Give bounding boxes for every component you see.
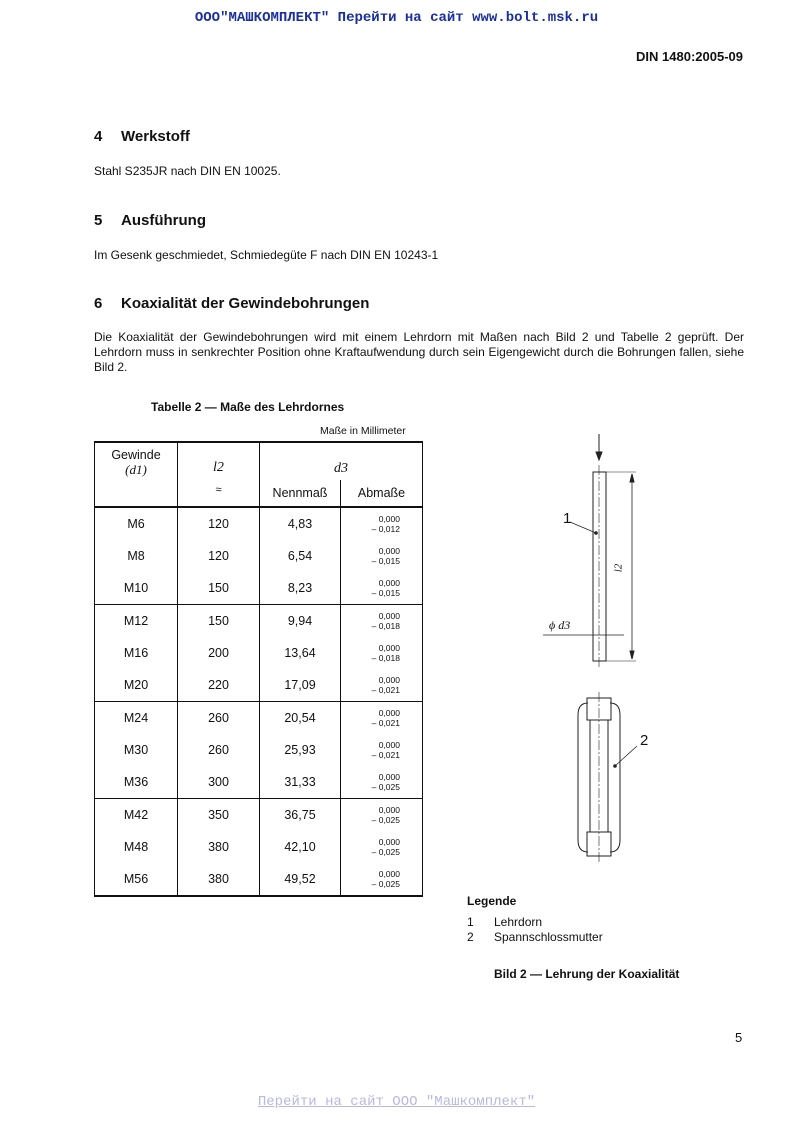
thread-size: M36 (95, 766, 178, 799)
lower-tolerance: – 0,021 (371, 750, 400, 760)
nominal-d3: 49,52 (260, 863, 341, 896)
nominal-d3: 20,54 (260, 702, 341, 735)
header-symbol: (d1) (125, 462, 147, 477)
lower-tolerance: – 0,025 (371, 815, 400, 825)
length-l2: 300 (178, 766, 260, 799)
length-l2: 380 (178, 863, 260, 896)
figure-label-1: 1 (563, 510, 572, 527)
table-caption: Tabelle 2 — Maße des Lehrdornes (151, 400, 345, 414)
legend-number: 2 (467, 930, 474, 944)
figure-caption: Bild 2 — Lehrung der Koaxialität (494, 967, 680, 981)
section-number: 5 (94, 212, 103, 229)
site-banner[interactable]: ООО"МАШКОМПЛЕКТ" Перейти на сайт www.bolt.msk.ru (194, 10, 599, 26)
section-number: 4 (94, 128, 103, 145)
upper-tolerance: 0,000 (378, 772, 400, 782)
section-6-text: Die Koaxialität der Gewindebohrungen wird mit einem Lehrdorn mit Maßen nach Bild 2 und Tabelle 2 geprüft. Der Lehrdorn muss in senkrechter Position ohne Kraftaufwendung durch sein Eigengewicht durch die Bohrungen fallen, siehe Bild 2. (94, 330, 744, 374)
nominal-d3: 36,75 (260, 799, 341, 832)
section-title: Koaxialität der Gewindebohrungen (121, 295, 370, 312)
standard-number: DIN 1480:2005-09 (636, 49, 743, 64)
upper-tolerance: 0,000 (378, 837, 400, 847)
legend-item (467, 930, 603, 944)
lower-tolerance: – 0,025 (371, 847, 400, 857)
lower-tolerance: – 0,015 (371, 588, 400, 598)
legend-text: Lehrdorn (494, 915, 543, 929)
header-label: Gewinde (111, 448, 161, 462)
upper-tolerance: 0,000 (378, 708, 400, 718)
section-4-text: Stahl S235JR nach DIN EN 10025. (94, 164, 281, 178)
upper-tolerance: 0,000 (378, 514, 400, 524)
nominal-d3: 25,93 (260, 734, 341, 766)
nominal-d3: 17,09 (260, 669, 341, 702)
thread-size: M20 (95, 669, 178, 702)
dimension-l2: l2 (612, 563, 625, 573)
section-number: 6 (94, 295, 103, 312)
thread-size: M24 (95, 702, 178, 735)
upper-tolerance: 0,000 (378, 546, 400, 556)
legend-text: Spannschlossmutter (494, 930, 603, 944)
length-l2: 150 (178, 605, 260, 638)
length-l2: 150 (178, 572, 260, 605)
thread-size: M6 (95, 507, 178, 540)
header-abmasse: Abmaße (341, 480, 423, 507)
lower-tolerance: – 0,025 (371, 879, 400, 889)
header-symbol: l2 (213, 459, 224, 475)
legend-number: 1 (467, 915, 474, 929)
thread-size: M12 (95, 605, 178, 638)
header-d3: d3 (260, 442, 423, 480)
lower-tolerance: – 0,025 (371, 782, 400, 792)
figure-label-2: 2 (640, 732, 649, 749)
length-l2: 260 (178, 734, 260, 766)
length-l2: 120 (178, 507, 260, 540)
upper-tolerance: 0,000 (378, 611, 400, 621)
upper-tolerance: 0,000 (378, 675, 400, 685)
nominal-d3: 13,64 (260, 637, 341, 669)
section-title: Ausführung (121, 212, 206, 229)
lower-tolerance: – 0,021 (371, 718, 400, 728)
page-number: 5 (735, 1030, 743, 1045)
upper-tolerance: 0,000 (378, 869, 400, 879)
thread-size: M30 (95, 734, 178, 766)
lower-tolerance: – 0,015 (371, 556, 400, 566)
dimension-d3: ϕ d3 (549, 618, 571, 632)
legend-title: Legende (467, 894, 517, 908)
length-l2: 120 (178, 540, 260, 572)
upper-tolerance: 0,000 (378, 578, 400, 588)
lower-tolerance: – 0,021 (371, 685, 400, 695)
legend-item (467, 915, 542, 929)
section-5-text: Im Gesenk geschmiedet, Schmiedegüte F nach DIN EN 10243-1 (94, 248, 439, 262)
length-l2: 380 (178, 831, 260, 863)
gauge-pin (593, 472, 606, 661)
nominal-d3: 8,23 (260, 572, 341, 605)
nominal-d3: 9,94 (260, 605, 341, 638)
upper-tolerance: 0,000 (378, 805, 400, 815)
header-approx: ≈ (215, 483, 222, 496)
upper-tolerance: 0,000 (378, 740, 400, 750)
length-l2: 260 (178, 702, 260, 735)
nominal-d3: 31,33 (260, 766, 341, 799)
lower-tolerance: – 0,018 (371, 621, 400, 631)
header-nennmass: Nennmaß (260, 480, 341, 507)
upper-tolerance: 0,000 (378, 643, 400, 653)
thread-size: M10 (95, 572, 178, 605)
thread-size: M48 (95, 831, 178, 863)
thread-size: M8 (95, 540, 178, 572)
nominal-d3: 42,10 (260, 831, 341, 863)
nominal-d3: 4,83 (260, 507, 341, 540)
length-l2: 220 (178, 669, 260, 702)
footer-link[interactable]: Перейти на сайт ООО "Машкомплект" (257, 1094, 536, 1110)
table-units: Maße in Millimeter (320, 425, 406, 437)
nominal-d3: 6,54 (260, 540, 341, 572)
lower-tolerance: – 0,018 (371, 653, 400, 663)
length-l2: 200 (178, 637, 260, 669)
thread-size: M56 (95, 863, 178, 896)
length-l2: 350 (178, 799, 260, 832)
section-title: Werkstoff (121, 128, 190, 145)
thread-size: M16 (95, 637, 178, 669)
lower-tolerance: – 0,012 (371, 524, 400, 534)
thread-size: M42 (95, 799, 178, 832)
